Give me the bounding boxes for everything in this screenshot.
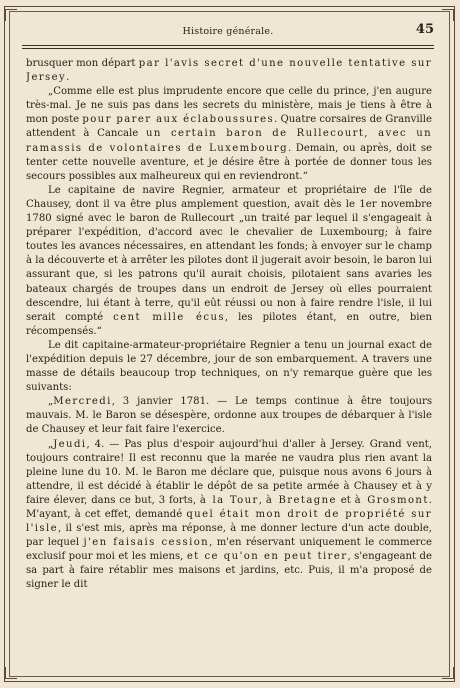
paragraph [26,339,432,395]
text-run: „ [48,396,54,408]
text-run: , il s'est mis, après ma réponse, à me donner lecture d'un acte double, par lequel [26,523,432,549]
text-run: . [66,72,70,84]
spaced-emphasis: Jeudi [53,438,87,450]
text-run: , m'en réservant uniquement le commerce exclusif pour moi et les miens, [26,537,432,563]
spaced-emphasis: cent mille écus [113,311,225,323]
paragraph [26,184,432,339]
text-run: , 3 janvier 1781. — Le temps continue à être toujours mauvais. M. le Baron se désespère, ordonne aux troupes de débarquer à l'isle de Chausey et leur fait faire l'exercice. [26,396,432,436]
spaced-emphasis: par l'avis secret d'une nouvelle tentative sur Jersey [26,58,432,84]
spaced-emphasis: à Bretagne [265,494,337,506]
running-title: Histoire générale. [182,26,274,37]
page-number: 45 [415,22,434,37]
paragraph [26,438,432,593]
spaced-emphasis: à la Tour [199,494,259,506]
paragraph [26,85,432,184]
paragraph [26,395,432,437]
page-header [22,22,434,42]
text-run: . Quatre corsaires de Granville attendent à Cancale [26,114,432,140]
spaced-emphasis: et ce qu'on en peut tirer [186,551,348,563]
text-run: „ [48,438,54,450]
text-run: et [336,494,355,506]
body-text [26,57,432,667]
text-run: , [258,494,266,506]
text-run: , s'engageant de sa part à faire rétablir mes maisons et jardins, etc. Puis, il m'a proposé de signer le dit [26,551,432,591]
spaced-emphasis: quel était mon droit de propriété sur l'isle [26,509,432,535]
spaced-emphasis: Mercredi [53,396,112,408]
header-rule [22,45,434,46]
spaced-emphasis: à Grosmont [354,494,429,506]
spaced-emphasis: pour parer aux éclaboussures [82,114,275,126]
text-run: , les pilotes étant, en outre, bien récompensés.“ [26,311,432,337]
text-run: „Comme elle est plus imprudente encore que celle du prince, j'en augure très-mal. Je ne suis pas dans les secrets du ministère, mais je tiens à être à mon poste [26,86,432,126]
spaced-emphasis: un certain baron de Rullecourt, avec un ramassis de volontaires de Luxembourg [26,128,432,154]
header-rule-thin [22,48,434,49]
spaced-emphasis: j'en faisais cession [83,537,210,549]
text-run: . M'ayant, à cet effet, demandé [26,494,432,520]
text-run: Le capitaine de navire Regnier, armateur et propriétaire de l'île de Chausey, dont il va être plus amplement question, avait dès le 1er novembre 1780 signé avec le baron de Rullecourt „un traité par lequel il s'engageait à préparer l'expédition, d'accord avec le chevalier de Luxembourg; à faire toutes les avances nécessaires, en attendant les fonds; à envoyer sur le champ à la découverte et à arrêter les pilotes dont il jugerait avoir besoin, le baron lui assurant que, si les patrons qu'il aurait choisis, pilotaient sans avaries les bateaux chargés de troupes dans un endroit de Jersey où elles pourraient descendre, lui étant à terre, qu'il eût réussi ou non à faire rendre l'isle, il lui serait compté [26,184,432,323]
text-run: . Demain, ou après, doit se tenter cette nouvelle aventure, et je désire être à portée de donner tous les secours possibles aux malheureux qui en reviendront.“ [26,142,432,182]
paragraph [26,57,432,85]
text-run: Le dit capitaine-armateur-propriétaire Regnier a tenu un journal exact de l'expédition depuis le 27 décembre, jour de son embarquement. A travers une masse de détails beaucoup trop techniques, on n'y remarque guère que les suivants: [26,339,432,394]
text-run: brusquer mon départ [26,58,139,69]
text-run: , 4. — Pas plus d'espoir aujourd'hui d'aller à Jersey. Grand vent, toujours contraire! Il est reconnu que la marée ne vaudra plus rien avant la pleine lune du 10. M. le Baron me déclare que, puisque nous avons 6 jours à attendre, il est décidé à établir le dépôt de sa petite armée à Chausey et à y faire élever, dans ce but, 3 forts, [26,438,432,506]
